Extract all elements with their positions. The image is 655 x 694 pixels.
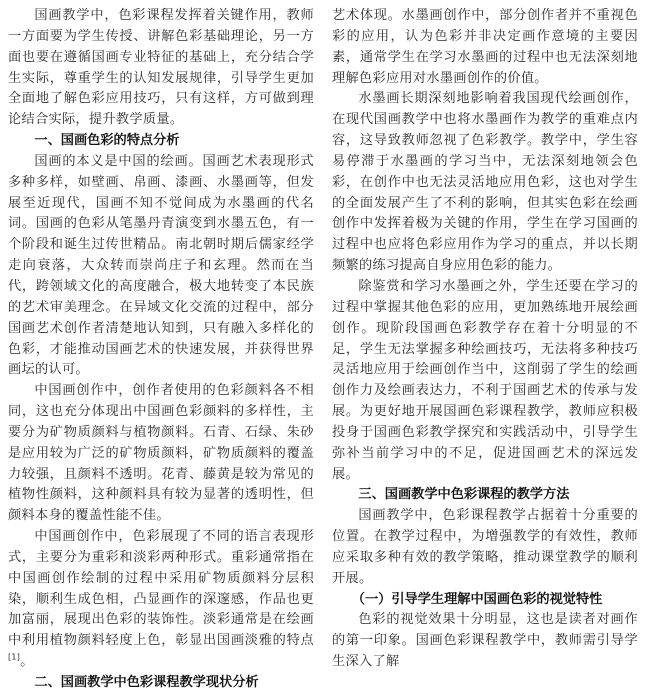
paragraph: 国画教学中，色彩课程发挥着关键作用，教师一方面要为学生传授、讲解色彩基础理论，另一方面也要在遵循国画专业特征的基础上，充分结合学生实际，尊重学生的认知发展规律，引导学生更加全面地了解色彩应用技巧，只有这样，方可做到理论结合实际，提升教学质量。 xyxy=(8,8,314,128)
paragraph: 色彩的视觉效果十分明显，这也是读者对画作的第一印象。国画色彩课程教学中，教师需引导学生深入了解 xyxy=(332,612,638,670)
left-column xyxy=(8,6,314,694)
paragraph-text: 中国画创作中，色彩展现了不同的语言表现形式，主要分为重彩和淡彩两种形式。重彩通常指在中国画创作绘制的过程中采用矿物质颜料分层积染，顺利生成色相，凸显画作的深邃感，作品也更加富丽，展现出色彩的装饰性。淡彩通常是在绘画中利用植物颜料轻度上色，彰显出国画淡雅的特点 xyxy=(8,529,314,649)
paragraph-end: 。 xyxy=(20,654,34,670)
paragraph: 国画教学中，色彩课程教学占据着十分重要的位置。在教学过程中，为增强教学的有效性，教师应采取多种有效的教学策略，推动课堂教学的顺利开展。 xyxy=(332,508,638,586)
section-heading: 一、国画色彩的特点分析 xyxy=(34,133,180,149)
section-heading: 三、国画教学中色彩课程的教学方法 xyxy=(358,487,570,503)
paragraph: 水墨画长期深刻地影响着我国现代绘画创作，在现代国画教学中也将水墨画作为教学的重难点内容，这导致教师忽视了色彩教学。教学中，学生容易停滞于水墨画的学习当中，无法深刻地领会色彩，在创作中也无法灵活地应用色彩，这也对学生的全面发展产生了不利的影响，但其实色彩在绘画创作中发挥着极为关键的作用，学生在学习国画的过程中也应将色彩应用作为学习的重点，并以长期频繁的练习提高自身应用色彩的能力。 xyxy=(332,91,638,274)
paragraph: 中国画创作中，创作者使用的色彩颜料各不相同，这也充分体现出中国画色彩颜料的多样性，主要分为矿物质颜料与植物颜料。石青、石绿、朱砂是应用较为广泛的矿物质颜料，矿物质颜料的覆盖力较强，且颜料不透明。花青、藤黄是较为常见的植物性颜料，这种颜料具有较为显著的透明性，但颜料本身的覆盖性能不佳。 xyxy=(8,383,314,524)
subsection-heading: （一）引导学生理解中国画色彩的视觉特性 xyxy=(351,591,603,607)
section-heading: 二、国画教学中色彩课程教学现状分析 xyxy=(34,675,259,690)
right-column xyxy=(332,6,638,673)
citation-reference: [1] xyxy=(8,652,21,662)
paragraph: 除鉴赏和学习水墨画之外，学生还要在学习的过程中掌握其他色彩的应用，更加熟练地开展绘画创作。现阶段国画色彩教学存在着十分明显的不足，学生无法掌握多种绘画技巧，无法将多种技巧灵活地应用于绘画创作当中，这削弱了学生的绘画创作力及绘画表达力，不利于国画艺术的传承与发展。为更好地开展国画色彩课程教学，教师应积极投身于国画色彩教学探究和实践活动中，引导学生弥补当前学习中的不足，促进国画艺术的深远发展。 xyxy=(332,278,638,482)
paragraph xyxy=(8,527,314,673)
paragraph-continued: 艺术体现。水墨画创作中，部分创作者并不重视色彩的应用，认为色彩并非决定画作意境的主要因素，通常学生在学习水墨画的过程中也无法深刻地理解色彩应用对水墨画创作的价值。 xyxy=(332,8,638,86)
paragraph: 国画的本义是中国的绘画。国画艺术表现形式多种多样，如壁画、帛画、漆画、水墨画等，但发展至近现代，国画不知不觉间成为水墨画的代名词。国画的色彩从笔墨丹青演变到水墨五色，有一个阶段和诞生过传世精品。南北朝时期后儒家经学走向衰落，大众转而崇尚庄子和玄理。然而在当代，跨领域文化的高度融合，极大地转变了本民族的艺术审美理念。在异域文化交流的过程中，部分国画艺术创作者清楚地认知到，只有融入多样化的色彩，才能推动国画艺术的快速发展，并获得世界画坛的认可。 xyxy=(8,153,314,378)
